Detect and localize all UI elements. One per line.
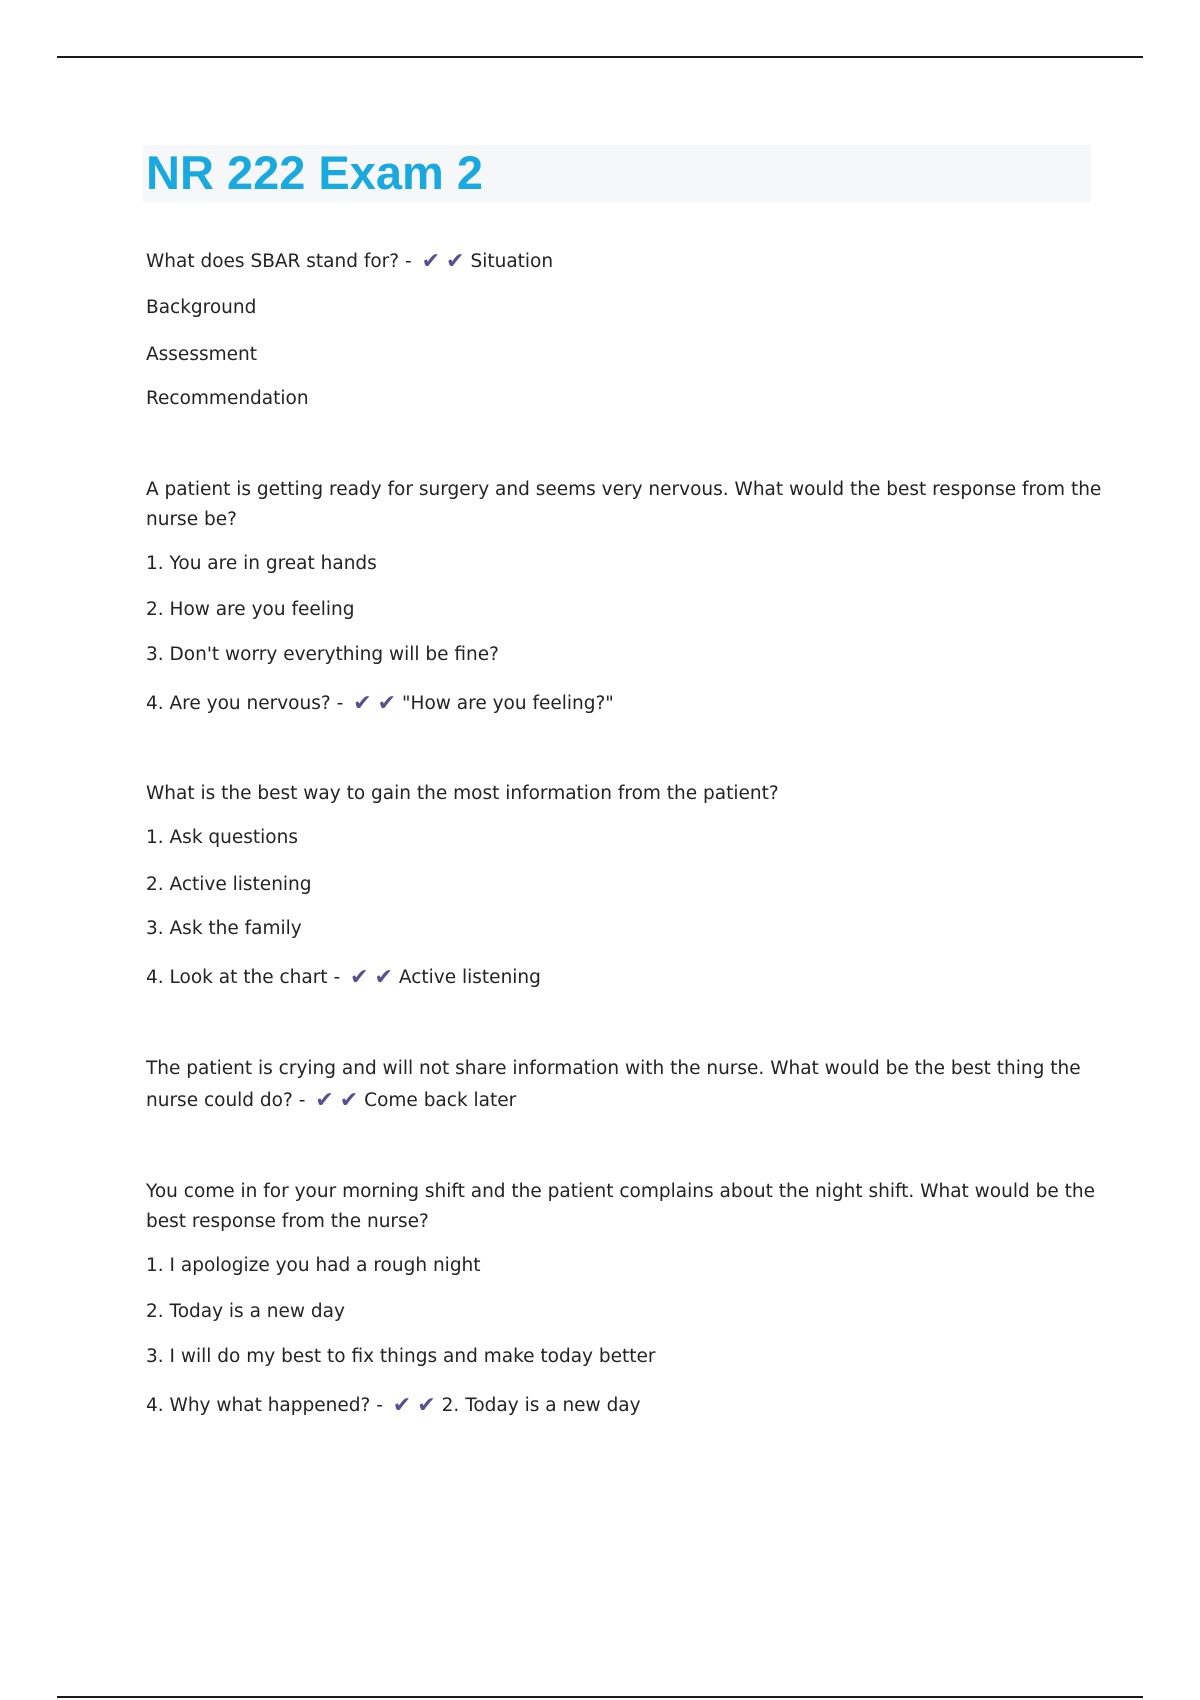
check-icon: ✔ (417, 1393, 436, 1418)
check-icon: ✔ (392, 1393, 412, 1418)
question-text: The patient is crying and will not share information with the nurse. What would be the best thing the (146, 1058, 1081, 1079)
option-line: 3. I will do my best to fix things and make today better (146, 1346, 656, 1367)
option-text: 4. Look at the chart (146, 967, 328, 988)
option-line: 1. I apologize you had a rough night (146, 1255, 481, 1276)
separator: - (298, 1090, 306, 1111)
question-sbar (146, 247, 1076, 277)
option-line: 2. Today is a new day (146, 1301, 345, 1322)
check-icon: ✔ (421, 249, 441, 274)
check-icon: ✔ (446, 249, 465, 274)
option-line: 2. Active listening (146, 874, 312, 895)
answer-text: 2. Today is a new day (441, 1395, 641, 1416)
option-line: 1. You are in great hands (146, 553, 377, 574)
separator: - (376, 1395, 383, 1416)
option-line-with-answer (146, 689, 1076, 719)
option-line: 1. Ask questions (146, 827, 298, 848)
header-rule (57, 56, 1143, 58)
answer-line: Assessment (146, 344, 257, 365)
question-with-answer (146, 1086, 1076, 1116)
check-icon: ✔ (339, 1088, 359, 1113)
option-text: 4. Why what happened? (146, 1395, 371, 1416)
check-icon: ✔ (315, 1088, 334, 1113)
question-text: nurse be? (146, 509, 237, 530)
footer-rule (57, 1696, 1143, 1698)
separator: - (336, 693, 344, 714)
option-text: 4. Are you nervous? (146, 693, 331, 714)
option-line: 3. Ask the family (146, 918, 302, 939)
question-text: best response from the nurse? (146, 1211, 429, 1232)
check-icon: ✔ (377, 691, 397, 716)
check-icon: ✔ (374, 965, 393, 990)
question-text: What does SBAR stand for? (146, 251, 400, 272)
answer-line: Background (146, 297, 257, 318)
question-text: A patient is getting ready for surgery and seems very nervous. What would the best response from the (146, 479, 1102, 500)
question-text: You come in for your morning shift and the patient complains about the night shift. What would be the (146, 1181, 1095, 1202)
answer-line: Recommendation (146, 388, 309, 409)
answer-text: Come back later (364, 1090, 517, 1111)
check-icon: ✔ (353, 691, 372, 716)
separator: - (405, 251, 412, 272)
answer-text: "How are you feeling?" (402, 693, 614, 714)
option-line-with-answer (146, 963, 1076, 993)
question-text: nurse could do? (146, 1090, 293, 1111)
answer-text: Situation (470, 251, 554, 272)
answer-text: Active listening (398, 967, 541, 988)
option-line: 3. Don't worry everything will be fine? (146, 644, 499, 665)
check-icon: ✔ (350, 965, 369, 990)
option-line: 2. How are you feeling (146, 599, 355, 620)
page-title: NR 222 Exam 2 (146, 146, 484, 199)
separator: - (333, 967, 341, 988)
question-text: What is the best way to gain the most information from the patient? (146, 783, 779, 804)
option-line-with-answer (146, 1391, 1076, 1421)
